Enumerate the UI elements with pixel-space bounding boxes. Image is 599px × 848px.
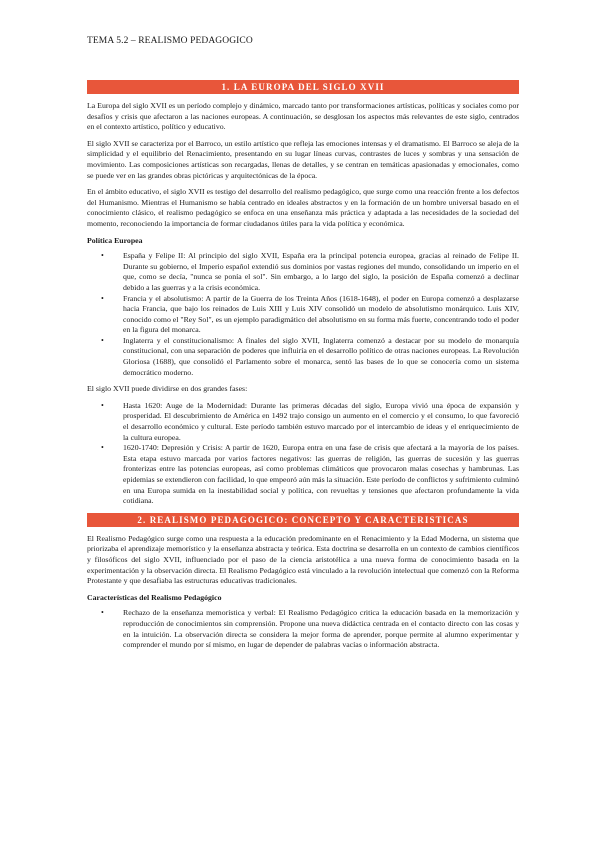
section-1-paragraph-1: La Europa del siglo XVII es un período complejo y dinámico, marcado tanto por transformaciones artísticas, políticas y sociales como por desafíos y crisis que afectaron a las naciones europeas. A continuación, se desglosan los aspectos más relevantes de este siglo, centrados en el contexto artístico, político y educativo. bbox=[87, 101, 519, 132]
list-item: • Inglaterra y el constitucionalismo: A finales del siglo XVII, Inglaterra comenzó a destacar por su modelo de monarquía constitucional, con una separación de poderes que influiría en el desarrollo político de otras naciones europeas. La Revolución Gloriosa (1688), que consolidó el Parlamento sobre el monarca, sentó las bases de lo que se conocería como un sistema democrático moderno. bbox=[123, 336, 519, 378]
section-1-heading: 1. LA EUROPA DEL SIGLO XVII bbox=[87, 80, 519, 94]
list-item: • Rechazo de la enseñanza memorística y verbal: El Realismo Pedagógico critica la educación basada en la memorización y reproducción de conocimientos sin comprensión. Propone una nueva didáctica centrada en el contacto directo con las cosas y en la intuición. La observación directa se considera la mejor forma de aprender, porque permite al alumno experimentar y comprender el mundo por sí mismo, en lugar de depender de palabras vacías o información abstracta. bbox=[123, 608, 519, 650]
page-header-title: TEMA 5.2 – REALISMO PEDAGOGICO bbox=[87, 36, 253, 46]
politica-list bbox=[87, 251, 519, 378]
politica-europea-subheading: Política Europea bbox=[87, 235, 143, 245]
section-2-paragraph-1: El Realismo Pedagógico surge como una respuesta a la educación predominante en el Renacimiento y la Edad Moderna, un sistema que priorizaba el aprendizaje memorístico y la enseñanza abstracta y teórica. Esta doctrina se desarrolla en un contexto de cambios científicos y filosóficos del siglo XVII, influenciado por el paso de la ciencia aristotélica a una nueva forma de conocimiento basada en la experimentación y la observación directa. El Realismo Pedagógico está vinculado a la revolución intelectual que comenzó con la Reforma Protestante y que desafiaba las estructuras educativas tradicionales. bbox=[87, 533, 519, 586]
caracteristicas-list bbox=[87, 608, 519, 650]
list-item: • Francia y el absolutismo: A partir de la Guerra de los Treinta Años (1618-1648), el poder en Europa comenzó a desplazarse hacia Francia, que bajo los reinados de Luis XIII y Luis XIV consolidó un modelo de absolutismo monárquico. Luis XIV, conocido como el "Rey Sol", es un ejemplo paradigmático del absolutismo en su forma más fuerte, concentrando todo el poder en la figura del monarca. bbox=[123, 294, 519, 336]
section-2-heading: 2. REALISMO PEDAGOGICO: CONCEPTO Y CARACTERISTICAS bbox=[87, 513, 519, 527]
list-item: • Hasta 1620: Auge de la Modernidad: Durante las primeras décadas del siglo, Europa vivió una época de expansión y prosperidad. El descubrimiento de América en 1492 trajo consigo un aumento en el comercio y el consumo, lo que favoreció el desarrollo económico y cultural. Este período también estuvo marcado por el intercambio de ideas y el enriquecimiento de la cultura europea. bbox=[123, 401, 519, 443]
document-content bbox=[87, 80, 519, 657]
section-1-paragraph-3: En el ámbito educativo, el siglo XVII es testigo del desarrollo del realismo pedagógico, que surge como una reacción frente a los defectos del Humanismo. Mientras el Humanismo se había centrado en ideales abstractos y en la formación de un hombre universal basado en el conocimiento clásico, el realismo pedagógico se enfoca en una enseñanza más práctica y adaptada a las necesidades de la sociedad del momento, reconociendo la importancia de formar ciudadanos útiles para la vida política y económica. bbox=[87, 187, 519, 228]
section-1-paragraph-4: El siglo XVII puede dividirse en dos grandes fases: bbox=[87, 384, 248, 394]
section-1-paragraph-2: El siglo XVII se caracteriza por el Barroco, un estilo artístico que refleja las emociones intensas y el dramatismo. El Barroco se aleja de la simplicidad y el equilibrio del Renacimiento, presentando en su lugar líneas curvas, contrastes de luces y sombras y una sensación de movimiento. Las composiciones artísticas son recargadas, llenas de detalles, y se centran en temáticas apasionadas y emocionales, como se puede ver en las grandes obras pictóricas y arquitectónicas de la época. bbox=[87, 138, 519, 180]
list-item: • España y Felipe II: Al principio del siglo XVII, España era la principal potencia europea, gracias al reinado de Felipe II. Durante su gobierno, el Imperio español extendió sus dominios por vastas regiones del mundo, consolidando un imperio en el que, como se decía, "nunca se ponía el sol". Sin embargo, a lo largo del siglo, la posición de España comenzó a declinar debido a las guerras y a la crisis económica. bbox=[123, 251, 519, 293]
caracteristicas-subheading: Características del Realismo Pedagógico bbox=[87, 592, 222, 602]
list-item: • 1620-1740: Depresión y Crisis: A partir de 1620, Europa entra en una fase de crisis que afectará a la mayoría de los países. Esta etapa estuvo marcada por varios factores negativos: las guerras de religión, las guerras de sucesión y las guerras fronterizas entre las potencias europeas, así como problemas climáticos que provocaron malas cosechas y hambrunas. Las epidemias se extendieron con facilidad, lo que empeoró aún más la situación. Este período de conflictos y sufrimiento culminó en una Europa sumida en la inestabilidad social y política, con revueltas y tensiones que afectaron profundamente la vida cotidiana. bbox=[123, 443, 519, 507]
fases-list bbox=[87, 401, 519, 507]
